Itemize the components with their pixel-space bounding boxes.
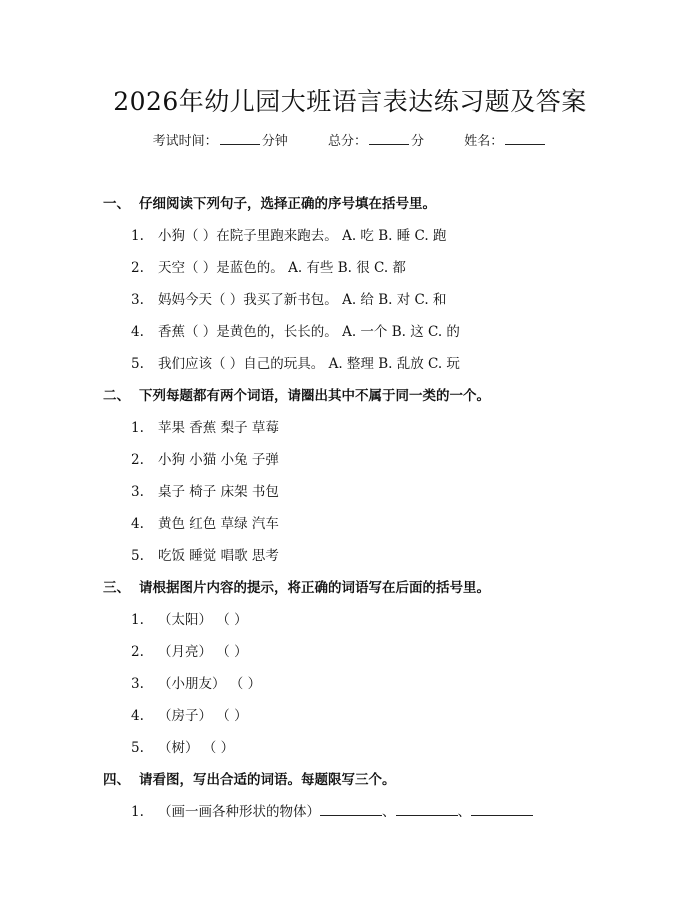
question-item [131,320,460,340]
question-number: 1. [131,228,144,244]
question-text: （树） （ ） [158,740,235,756]
question-item [131,672,261,692]
question-text: 妈妈今天（ ）我买了新书包。 A. 给 B. 对 C. 和 [158,292,447,308]
time-blank [220,132,260,145]
question-item [131,224,446,244]
question-text: 小狗 小猫 小兔 子弹 [158,452,279,468]
section-instruction: 请根据图片内容的提示，将正确的词语写在后面的括号里。 [139,580,490,596]
section-1-heading [103,192,436,212]
question-number: 4. [131,324,144,340]
section-2-heading [103,384,490,404]
question-number: 3. [131,484,144,500]
section-number: 三、 [103,580,130,596]
question-text: 香蕉（ ）是黄色的，长长的。 A. 一个 B. 这 C. 的 [158,324,460,340]
question-number: 2. [131,452,144,468]
question-number: 1. [131,420,144,436]
question-text: （画一画各种形状的物体） [158,804,320,820]
question-item [131,608,248,628]
question-text: 桌子 椅子 床架 书包 [158,484,279,500]
question-number: 1. [131,612,144,628]
section-number: 一、 [103,196,130,212]
time-label: 考试时间： [152,134,218,149]
separator: 、 [382,804,396,820]
question-item [131,544,279,564]
question-item [131,512,279,532]
question-text: 天空（ ）是蓝色的。 A. 有些 B. 很 C. 都 [158,260,406,276]
question-number: 3. [131,676,144,692]
name-label: 姓名： [464,134,504,149]
answer-blank [396,803,458,816]
answer-blank [320,803,382,816]
question-number: 3. [131,292,144,308]
section-3-heading [103,576,490,596]
section-number: 二、 [103,388,130,404]
question-number: 2. [131,260,144,276]
question-item [131,352,460,372]
separator: 、 [457,804,471,820]
question-number: 5. [131,548,144,564]
question-item [131,704,248,724]
question-number: 4. [131,516,144,532]
score-blank [369,132,409,145]
question-item [131,288,446,308]
score-label: 总分： [327,134,367,149]
question-text: （小朋友） （ ） [158,676,262,692]
question-number: 5. [131,740,144,756]
question-text: （太阳） （ ） [158,612,248,628]
section-4-heading [103,768,396,788]
question-text: 苹果 香蕉 梨子 草莓 [158,420,279,436]
exam-meta-line [0,130,700,149]
section-instruction: 下列每题都有两个词语，请圈出其中不属于同一类的一个。 [139,388,490,404]
question-number: 5. [131,356,144,372]
question-item [131,480,279,500]
question-text: 吃饭 睡觉 唱歌 思考 [158,548,279,564]
answer-blank [471,803,533,816]
section-instruction: 仔细阅读下列句子，选择正确的序号填在括号里。 [139,196,436,212]
question-item [131,800,533,820]
section-instruction: 请看图，写出合适的词语。每题限写三个。 [139,772,396,788]
time-unit: 分钟 [261,134,288,149]
question-text: （月亮） （ ） [158,644,248,660]
question-item [131,736,234,756]
question-item [131,640,248,660]
question-text: 小狗（ ）在院子里跑来跑去。 A. 吃 B. 睡 C. 跑 [158,228,447,244]
question-item [131,416,279,436]
question-text: 黄色 红色 草绿 汽车 [158,516,279,532]
name-blank [505,132,545,145]
page-title: 2026年幼儿园大班语言表达练习题及答案 [113,87,587,116]
question-number: 2. [131,644,144,660]
section-number: 四、 [103,772,130,788]
question-number: 1. [131,804,144,820]
question-item [131,256,406,276]
question-item [131,448,279,468]
question-text: （房子） （ ） [158,708,248,724]
question-text: 我们应该（ ）自己的玩具。 A. 整理 B. 乱放 C. 玩 [158,356,460,372]
score-unit: 分 [411,134,425,149]
question-number: 4. [131,708,144,724]
